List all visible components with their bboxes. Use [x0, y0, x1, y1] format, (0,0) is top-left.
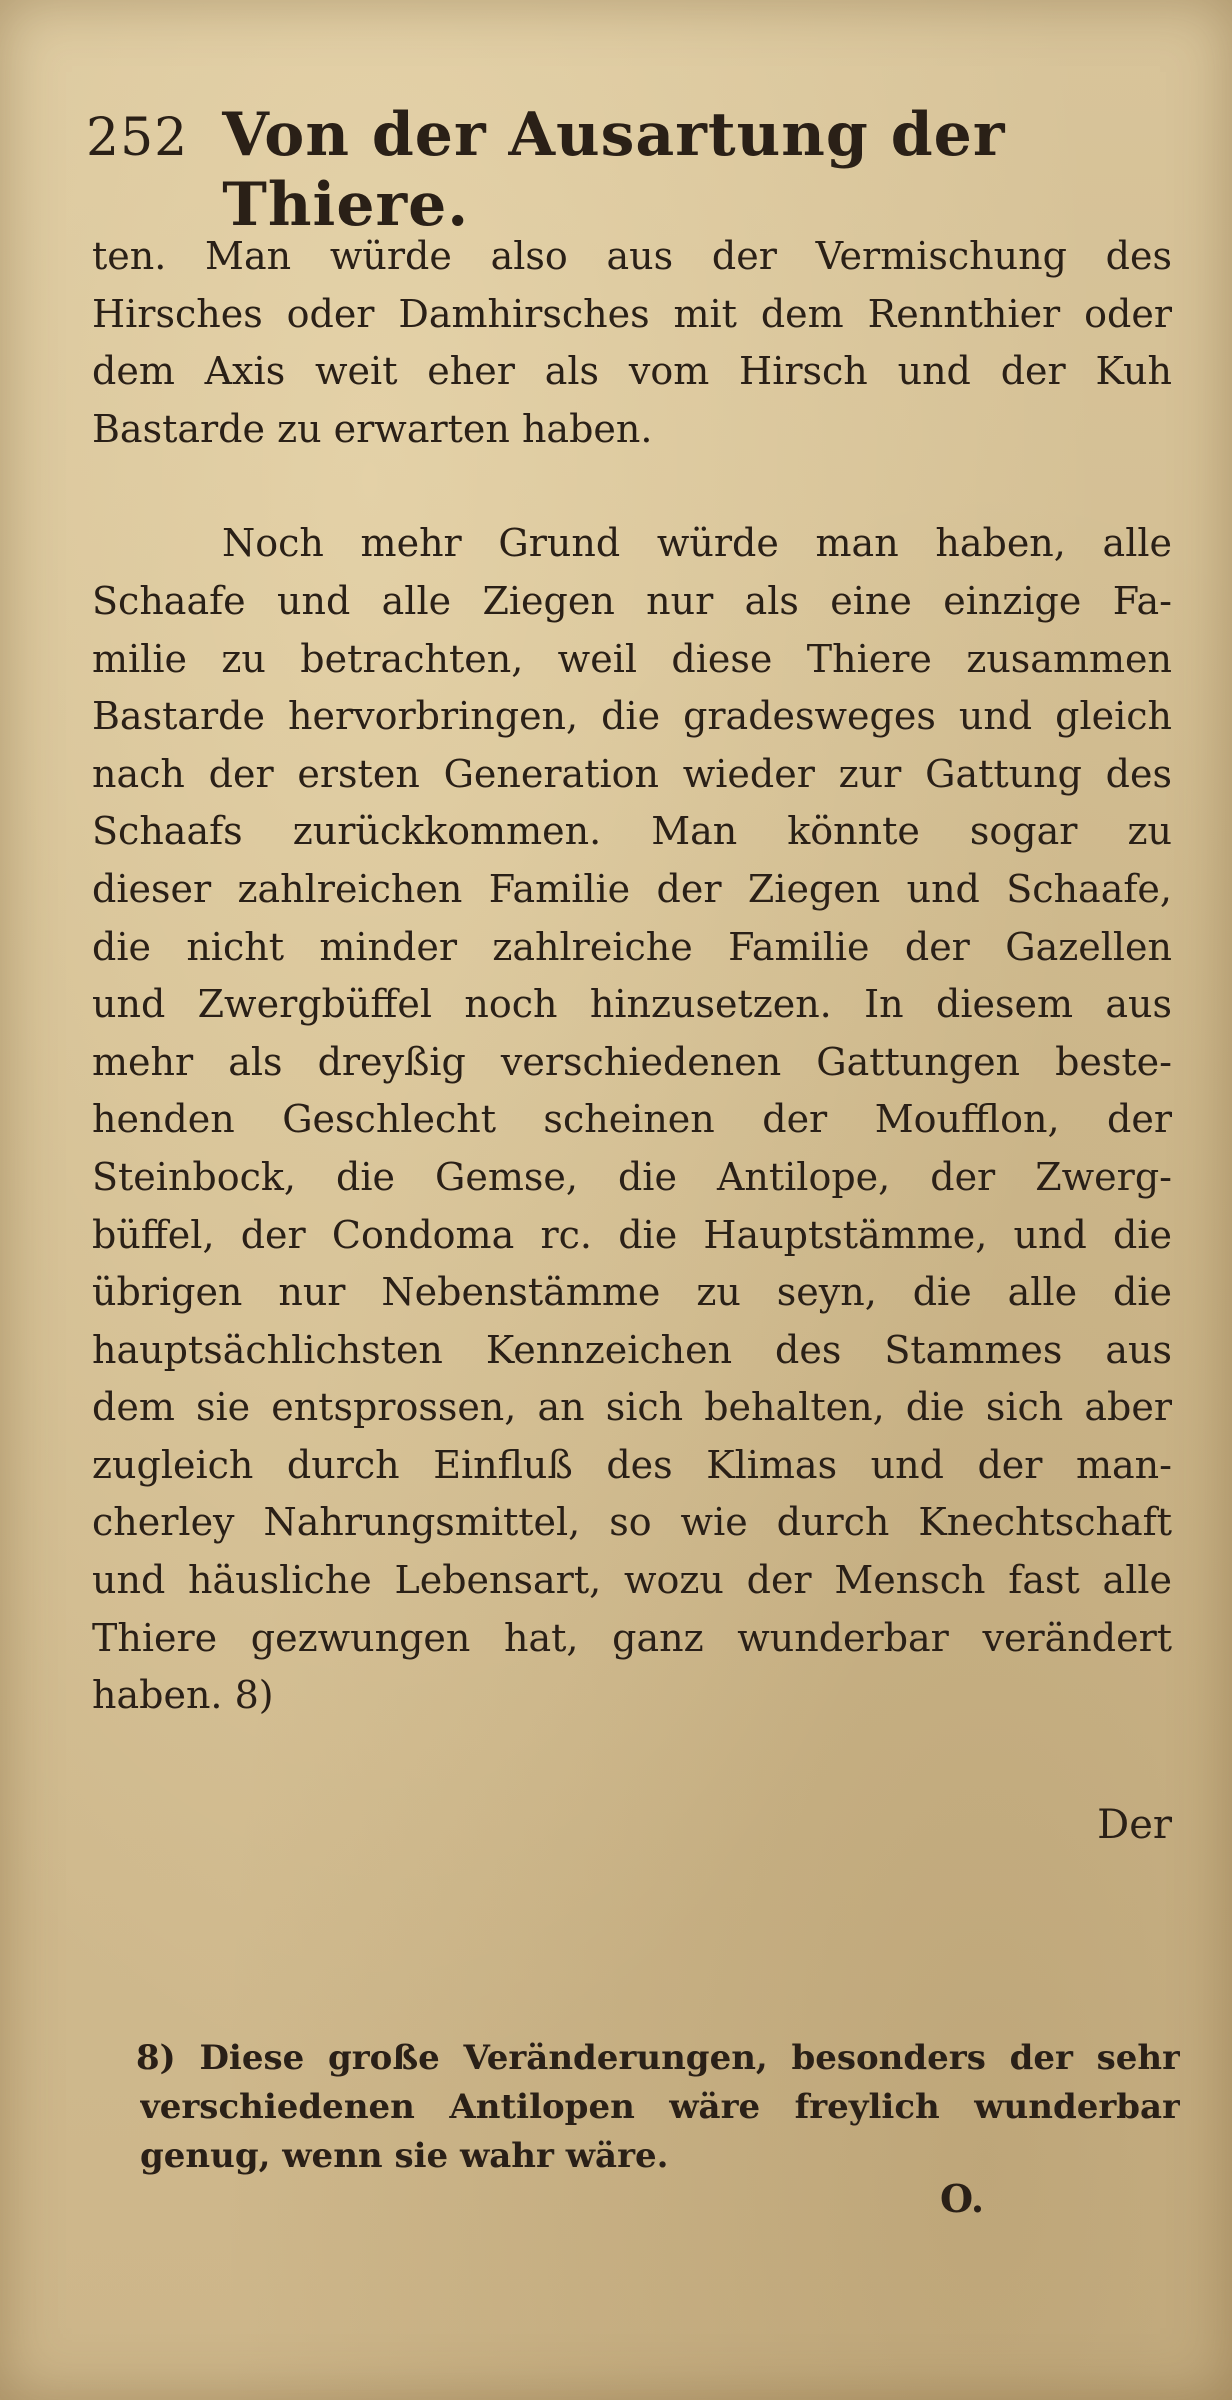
text-line: haben. 8): [92, 1673, 274, 1718]
text-line: übrigen nur Nebenstämme zu seyn, die alle die: [92, 1270, 1172, 1315]
text-line: dieser zahlreichen Familie der Ziegen und Schaafe,: [92, 866, 1172, 911]
footnote-line: verschiedenen Antilopen wäre freylich wunderbar: [140, 2087, 1180, 2127]
text-line: mehr als dreyßig verschiedenen Gattungen beste-: [92, 1039, 1172, 1084]
paragraph-1: [92, 228, 1172, 458]
text-line: Schaafs zurückkommen. Man könnte sogar zu: [92, 809, 1172, 854]
text-line: dem Axis weit eher als vom Hirsch und der Kuh: [92, 349, 1172, 394]
running-title: Von der Ausartung der Thiere.: [222, 100, 1006, 240]
text-line: Schaafe und alle Ziegen nur als eine einzige Fa-: [92, 578, 1172, 623]
text-line: Bastarde zu erwarten haben.: [92, 406, 653, 451]
text-line: ten. Man würde also aus der Vermischung des: [92, 234, 1172, 278]
text-line: milie zu betrachten, weil diese Thiere zusammen: [92, 636, 1172, 681]
body-text: [92, 228, 1172, 1725]
catchword: Der: [1097, 1802, 1172, 1848]
text-line: hauptsächlichsten Kennzeichen des Stammes aus: [92, 1327, 1172, 1372]
text-line: dem sie entsprossen, an sich behalten, die sich aber: [92, 1385, 1172, 1430]
footnote-line: genug, wenn sie wahr wäre.: [140, 2136, 669, 2176]
text-line: Hirsches oder Damhirsches mit dem Rennthier oder: [92, 291, 1172, 336]
text-line: und häusliche Lebensart, wozu der Mensch fast alle: [92, 1558, 1172, 1603]
text-line: büffel, der Condoma rc. die Hauptstämme, und die: [92, 1212, 1172, 1257]
text-line: Thiere gezwungen hat, ganz wunderbar verändert: [92, 1615, 1172, 1660]
text-line: und Zwergbüffel noch hinzusetzen. In diesem aus: [92, 982, 1172, 1027]
text-line: Bastarde hervorbringen, die gradesweges und gleich: [92, 694, 1172, 739]
text-line: Steinbock, die Gemse, die Antilope, der Zwerg-: [92, 1154, 1172, 1199]
text-line: henden Geschlecht scheinen der Moufflon, der: [92, 1097, 1172, 1142]
text-line: Noch mehr Grund würde man haben, alle: [222, 521, 1172, 566]
page-header: [86, 100, 1146, 240]
footnote: [136, 2034, 1180, 2181]
paragraph-2: [92, 515, 1172, 1724]
text-line: cherley Nahrungsmittel, so wie durch Knechtschaft: [92, 1500, 1172, 1545]
text-line: zugleich durch Einfluß des Klimas und der man-: [92, 1442, 1172, 1487]
footnote-line: 8) Diese große Veränderungen, besonders der sehr: [136, 2038, 1180, 2078]
page-number: 252: [86, 108, 189, 168]
footnote-signature: O.: [940, 2176, 985, 2221]
text-line: nach der ersten Generation wieder zur Gattung des: [92, 751, 1172, 796]
text-line: die nicht minder zahlreiche Familie der Gazellen: [92, 924, 1172, 969]
